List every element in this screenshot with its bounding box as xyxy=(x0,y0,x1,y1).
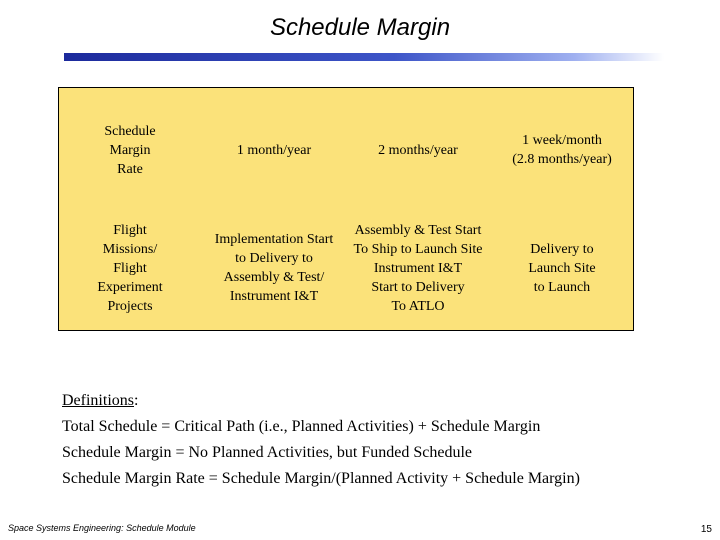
table-cell-r2c2: Implementation Start to Delivery to Assembly & Test/ Instrument I&T xyxy=(214,232,334,304)
table-cell-r1c1: Schedule Margin Rate xyxy=(104,123,156,177)
definitions-colon: : xyxy=(134,392,139,409)
slide-title: Schedule Margin xyxy=(269,14,451,41)
table-cell-r1c3: 2 months/year xyxy=(378,142,458,158)
table-cell-r2c1: Flight Missions/ Flight Experiment Projects xyxy=(97,222,163,314)
title-underline-bar xyxy=(64,53,664,61)
definition-line-1: Total Schedule = Critical Path (i.e., Planned Activities) + Schedule Margin xyxy=(62,418,541,435)
table-cell-r1c2: 1 month/year xyxy=(236,142,312,158)
definitions-heading-line xyxy=(62,388,580,414)
table-cell-r2c4: Delivery to Launch Site to Launch xyxy=(528,241,596,295)
page-number: 15 xyxy=(700,524,712,535)
schedule-margin-table xyxy=(58,87,634,331)
table-cell-r1c4: 1 week/month (2.8 months/year) xyxy=(512,133,612,167)
table-cell-r2c3: Assembly & Test Start To Ship to Launch Site Instrument I&T Start to Delivery To ATLO xyxy=(353,222,483,314)
footer-course-label: Space Systems Engineering: Schedule Module xyxy=(8,523,196,533)
definition-line-2: Schedule Margin = No Planned Activities, but Funded Schedule xyxy=(62,444,473,461)
definitions-block xyxy=(62,388,580,492)
definitions-heading: Definitions xyxy=(62,392,134,409)
definition-line-3: Schedule Margin Rate = Schedule Margin/(Planned Activity + Schedule Margin) xyxy=(62,470,580,487)
